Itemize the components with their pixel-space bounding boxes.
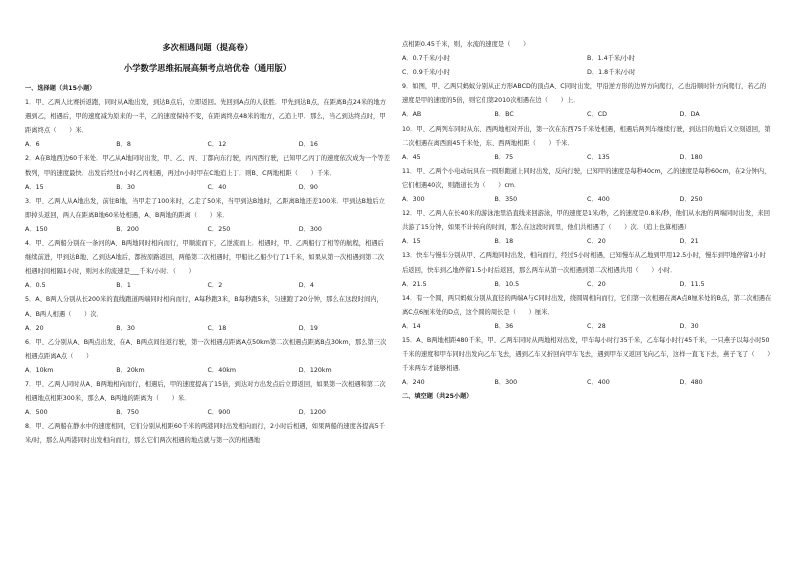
answer-option: A．21.5: [402, 280, 427, 288]
answer-option: C．20: [587, 280, 606, 288]
question-item: [25, 378, 390, 420]
question-text: 1．甲、乙两人比赛折返跑，同时从A地出发，到达B点后，立即返回。先回到A点的人获胜．甲先到达B点，在距离B点24米的地方遇到乙，相遇后，甲的速度减为原来的一半，乙的速度保持不变，在距离终点48米的地方，乙追上甲．那么，当乙到达终点时，甲距离终点（ ）米．: [25, 99, 387, 135]
question-item: [25, 152, 390, 194]
option-row: [402, 376, 772, 390]
answer-option: C．900: [207, 409, 231, 417]
answer-option: A．45: [402, 153, 421, 161]
question-item: [402, 123, 772, 165]
answer-option: D．4: [298, 282, 314, 290]
answer-option: D．90: [298, 183, 318, 191]
option-row: [402, 278, 772, 292]
answer-option: D．11.5: [679, 280, 705, 288]
left-question-list: [25, 96, 390, 448]
section-heading-choice: 一、选择题（共15小题）: [25, 85, 96, 92]
answer-option: D．DA: [679, 111, 700, 119]
answer-option: B．750: [116, 409, 139, 417]
answer-option: B．350: [494, 196, 518, 204]
answer-option: A．15: [25, 183, 44, 191]
question-text: 3．甲、乙两人从A地出发，前往B地，当甲走了100米时，乙走了50米，当甲到达B地时，乙距离B地还差100米．甲到达B地后立即掉头返回，两人在距离B地60米处相遇，A、B两地的距离（ ）米．: [25, 197, 385, 219]
answer-option: C．0.9千米/小时: [402, 69, 451, 77]
option-row: [402, 320, 772, 334]
answer-option: D．1200: [298, 409, 326, 417]
left-column: [25, 82, 390, 448]
question-text: 10．甲、乙两列车同时从东、西两地相对开出，第一次在东西75千米处相遇，相遇后两列车继续行驶，到达目的地后又立刻返回，第二次相遇在离西面45千米处，东、西两地相距（ ）千米．: [402, 125, 771, 147]
answer-option: B．200: [116, 225, 139, 233]
question-item: [402, 80, 772, 122]
answer-option: C．12: [207, 141, 227, 149]
answer-option: C．40km: [207, 366, 236, 374]
answer-option: A．0.7千米/小时: [402, 55, 450, 63]
question-item: [402, 207, 772, 249]
answer-option: B．20km: [116, 366, 145, 374]
option-row: [402, 193, 772, 207]
page-title: 多次相遇问题（提高卷）: [162, 42, 253, 52]
answer-option: B．18: [494, 238, 514, 246]
question-text: 9．如图，甲、乙两只蚂蚁分别从正方形ABCD的顶点A、C同时出发，甲沿逆方形的边界方向爬行，乙也沿顺时针方向爬行，若乙的速度是甲的速度的5倍，则它们第2010次相遇在边（ ）上．: [402, 83, 767, 105]
question-text: 15．A、B两地相距480千米，甲、乙两车同时从两地相对出发，甲车每小时行35千米，乙车每小时行45千米，一只燕子以每小时50千米的速度和甲车同时出发向乙车飞去，遇到乙车又折回向甲车飞去，遇到甲车又返回飞向乙车，这样一直飞下去，燕子飞了（ ）千米两车才能够相遇．: [402, 336, 771, 373]
question-item: [25, 293, 390, 335]
answer-option: D．250: [679, 196, 703, 204]
option-row: [402, 108, 772, 122]
answer-option: B．BC: [494, 111, 514, 119]
question-item: [402, 334, 772, 390]
answer-option: A．6: [25, 141, 40, 149]
question-text: 7．甲、乙两人同时从A、B两地相向而行，相遇后，甲的速度提高了15倍，到达对方出发点后立即返回，如果第一次相遇和第二次相遇地点相距300米，那么A、B两地的距离为（ ）米．: [25, 380, 386, 403]
answer-option: D．1.8千米/小时: [587, 69, 636, 77]
question-item: [25, 336, 390, 378]
question-item: [402, 249, 772, 291]
answer-option: D．300: [298, 225, 322, 233]
answer-option: A．150: [25, 225, 48, 233]
question-text: 13．快车与慢车分别从甲、乙两地同时出发，相向而行，经过5小时相遇，已知慢车从乙地到甲用12.5小时，慢车到甲地停留1小时后返回，快车到乙地停留1.5小时后返回，那么两车从第一次相遇到第二次相遇共用（ ）小时．: [402, 252, 766, 274]
section-heading-fill: 二、填空题（共25小题）: [402, 393, 473, 401]
answer-option: C．20: [587, 238, 606, 246]
right-column: [402, 38, 772, 404]
question-item: [25, 96, 390, 152]
answer-option: D．120km: [298, 366, 332, 374]
answer-option: B．36: [494, 322, 514, 330]
answer-option: D．480: [679, 379, 703, 387]
answer-option: C．250: [207, 225, 231, 233]
question-text: 2．A在B地西边60千米处．甲乙从A地同时出发，甲、乙、丙、丁都向东行驶，丙丙西行驶，已知甲乙丙丁的速度依次成为一个等差数列，甲的速度最快．出发后经过n小时乙丙相遇，再过n小时甲在C地追上丁．则B、C两地相距（ ）千米．: [25, 155, 390, 177]
question-item: [25, 195, 390, 237]
answer-option: B．30: [116, 183, 135, 191]
answer-option: C．400: [587, 379, 610, 387]
answer-option: C．CD: [587, 111, 607, 119]
answer-option: A．AB: [402, 111, 422, 119]
answer-option: B．30: [116, 324, 135, 332]
answer-option: A．500: [25, 409, 48, 417]
answer-option: B．1: [116, 282, 131, 290]
answer-option: C．400: [587, 196, 610, 204]
option-row: [25, 181, 390, 195]
answer-option: A．20: [25, 324, 44, 332]
option-row: [402, 52, 772, 66]
question-text: 4．甲、乙两船分别在一条河的A、B两地同时相向而行，甲顺流而下，乙逆流而上．相遇时，甲、乙两船行了相等的航程，相遇后继续前进，甲到达B地、乙到达A地后，都按原路返回，两船第二次相遇时，甲船比乙船少行了1千米，如果从第一次相遇到第二次相遇时间相隔1小时，则河水的流速是___千米/小时．（ ）: [25, 240, 384, 276]
question-text: 点相距0.45千米，则，水流的速度是（ ）: [402, 41, 530, 48]
question-text: 11．甲、乙两个小电动玩具在一圆形跑道上同时出发，反向行驶，已知甲的速度是每秒40cm，乙的速度是每秒60cm，在2分钟内，它们相遇40次，则跑道长为（ ）cm．: [402, 167, 771, 189]
answer-option: A．15: [402, 238, 421, 246]
answer-option: B．1.4千米/小时: [587, 55, 635, 63]
answer-option: D．16: [298, 141, 318, 149]
right-question-list: [402, 38, 772, 390]
option-row: [402, 66, 772, 80]
question-text: 5．A、B两人分别从长200米的直线跑道两端同时相向而行，A每秒跑3米，B每秒跑5米，匀速跑了20分钟，那么在这段时间内，A、B两人相遇（ ）次．: [25, 296, 383, 318]
question-item: [402, 292, 772, 334]
question-item: [402, 38, 772, 80]
answer-option: A．14: [402, 322, 421, 330]
option-row: [25, 138, 390, 152]
option-row: [25, 223, 390, 237]
answer-option: C．135: [587, 153, 610, 161]
answer-option: C．2: [207, 282, 223, 290]
answer-option: C．28: [587, 322, 606, 330]
answer-option: C．18: [207, 324, 227, 332]
question-text: 12．甲、乙两人在长40米的游泳池里沿直线来回游泳，甲的速度是1米/秒，乙的速度是0.8米/秒，他们从水池的两端同时出发，来回共游了15分钟，如果不计转向的时间，那么在这段时间里，他们共相遇了（ ）次．（追上也算相遇）: [402, 210, 771, 232]
answer-option: A．10km: [25, 366, 54, 374]
answer-option: A．300: [402, 196, 425, 204]
answer-option: B．10.5: [494, 280, 520, 288]
answer-option: B．300: [494, 379, 518, 387]
option-row: [402, 235, 772, 249]
question-item: [25, 237, 390, 293]
answer-option: B．75: [494, 153, 514, 161]
question-item: [25, 420, 390, 448]
option-row: [25, 406, 390, 420]
answer-option: A．0.5: [25, 282, 46, 290]
answer-option: C．40: [207, 183, 227, 191]
page-subtitle: 小学数学思维拓展高频考点培优卷（通用版）: [123, 63, 292, 73]
question-text: 14．有一个圆，两只蚂蚁分别从直径的两端A与C同时出发，绕圆周相向而行，它们第一次相遇在离A点8厘米处的B点，第二次相遇在离C点6厘米处的D点，这个圆的周长是（ ）厘米．: [402, 294, 772, 316]
question-text: 8．甲、乙两船在静水中的速度相同，它们分别从相距60千米的两港同时出发相向而行，2小时后相遇，如果两船的速度各提高5千米/时，那么从两港同时出发相向而行，那么它们两次相遇的地点就与第一次的相遇地: [25, 423, 386, 445]
answer-option: A．240: [402, 379, 425, 387]
option-row: [402, 151, 772, 165]
option-row: [25, 322, 390, 336]
option-row: [25, 364, 390, 378]
answer-option: D．180: [679, 153, 703, 161]
option-row: [25, 279, 390, 293]
question-item: [402, 165, 772, 207]
answer-option: D．30: [679, 322, 699, 330]
answer-option: D．19: [298, 324, 318, 332]
question-text: 6．甲、乙分别从A、B两点出发，在A、B两点间往返行驶，第一次相遇点距离A点50km第二次相遇点距离B点30km，那么第三次相遇点距离A点（ ）: [25, 338, 387, 360]
answer-option: D．21: [679, 238, 699, 246]
answer-option: B．8: [116, 141, 131, 149]
